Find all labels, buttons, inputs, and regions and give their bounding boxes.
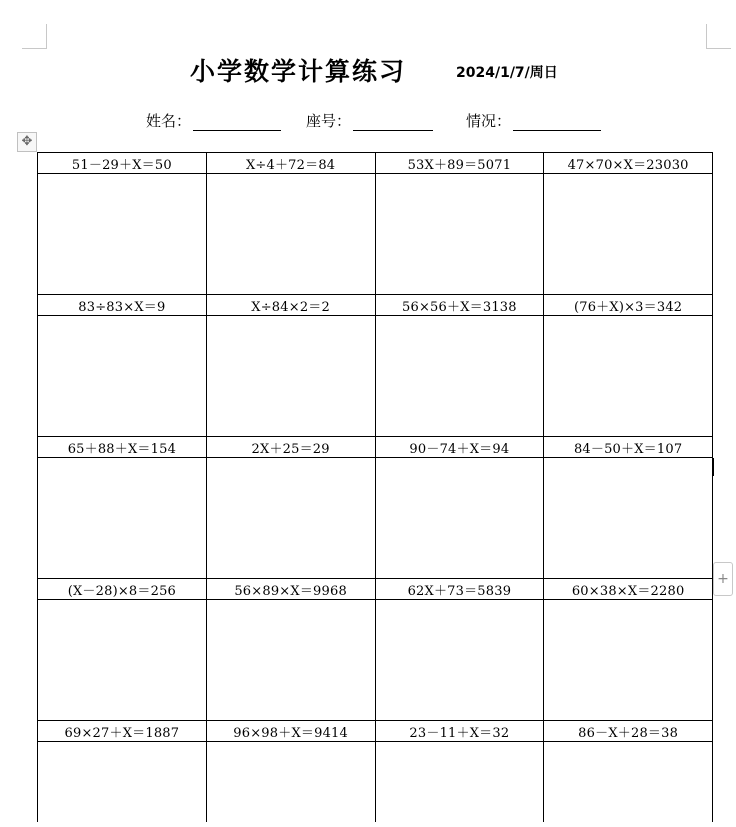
answer-cell[interactable] [206,600,375,721]
problem-cell[interactable]: (76＋X)×3＝342 [544,295,713,316]
answer-cell[interactable] [375,174,544,295]
problem-cell[interactable]: 56×89×X＝9968 [206,579,375,600]
answer-row [38,742,713,823]
answer-cell[interactable] [206,316,375,437]
answer-cell[interactable] [38,316,207,437]
name-label: 姓名： [146,112,192,130]
answer-cell[interactable] [544,316,713,437]
status-field [466,110,601,131]
answer-cell[interactable] [38,600,207,721]
name-field [146,110,281,131]
text-cursor [712,458,714,476]
answer-cell[interactable] [544,458,713,579]
problem-row [38,437,713,458]
seat-label: 座号： [306,112,352,130]
problem-cell[interactable]: 90－74＋X＝94 [375,437,544,458]
problem-cell[interactable]: 53X＋89＝5071 [375,153,544,174]
plus-icon[interactable]: + [713,562,733,596]
answer-row [38,600,713,721]
answer-row [38,458,713,579]
answer-cell[interactable] [375,458,544,579]
status-label: 情况： [466,112,512,130]
problem-row [38,295,713,316]
problem-cell[interactable]: 56×56＋X＝3138 [375,295,544,316]
problem-cell[interactable]: 47×70×X＝23030 [544,153,713,174]
answer-cell[interactable] [375,600,544,721]
problem-cell[interactable]: X÷4＋72＝84 [206,153,375,174]
title-row [0,52,736,88]
problem-cell[interactable]: 69×27＋X＝1887 [38,721,207,742]
page-date: 2024/1/7/周日 [456,65,558,81]
answer-cell[interactable] [38,174,207,295]
problem-cell[interactable]: 23－11＋X＝32 [375,721,544,742]
answer-cell[interactable] [38,742,207,823]
problem-cell[interactable]: 83÷83×X＝9 [38,295,207,316]
seat-field [306,110,433,131]
answer-cell[interactable] [544,742,713,823]
seat-blank[interactable] [353,114,433,131]
move-cross-icon[interactable]: ✥ [17,132,37,152]
answer-cell[interactable] [375,316,544,437]
problem-cell[interactable]: X÷84×2＝2 [206,295,375,316]
page-corner-mark-top-left [22,24,47,49]
answer-cell[interactable] [375,742,544,823]
page-corner-mark-top-right [706,24,731,49]
problem-cell[interactable]: 84－50＋X＝107 [544,437,713,458]
problem-table [37,152,713,822]
page-title: 小学数学计算练习 [190,57,407,86]
answer-cell[interactable] [544,174,713,295]
problem-cell[interactable]: 86－X＋28＝38 [544,721,713,742]
problem-row [38,153,713,174]
name-blank[interactable] [193,114,281,131]
answer-row [38,174,713,295]
problem-cell[interactable]: 51－29＋X＝50 [38,153,207,174]
status-blank[interactable] [513,114,601,131]
problem-cell[interactable]: (X－28)×8＝256 [38,579,207,600]
answer-cell[interactable] [206,458,375,579]
problem-cell[interactable]: 2X＋25＝29 [206,437,375,458]
answer-row [38,316,713,437]
answer-cell[interactable] [206,742,375,823]
problem-cell[interactable]: 60×38×X＝2280 [544,579,713,600]
problem-row [38,721,713,742]
problem-cell[interactable]: 96×98＋X＝9414 [206,721,375,742]
answer-cell[interactable] [544,600,713,721]
problem-row [38,579,713,600]
answer-cell[interactable] [206,174,375,295]
problem-cell[interactable]: 65＋88＋X＝154 [38,437,207,458]
answer-cell[interactable] [38,458,207,579]
problem-cell[interactable]: 62X＋73＝5839 [375,579,544,600]
student-info-row [0,110,736,134]
